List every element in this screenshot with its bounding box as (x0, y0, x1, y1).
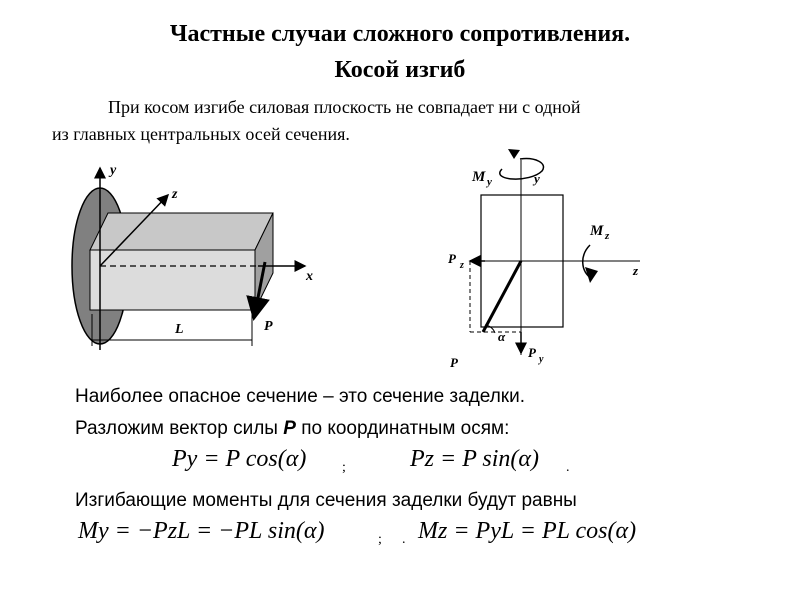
label-Mz: M (590, 223, 604, 239)
label-P-section: P (450, 355, 458, 370)
label-P: P (264, 319, 273, 334)
label-z-section: z (633, 263, 639, 278)
label-Pz: P (448, 251, 456, 266)
label-y-section: y (534, 171, 540, 186)
formula-Pz: Pz = P sin(α) (410, 446, 540, 472)
page-title: Частные случаи сложного сопротивления. (169, 21, 631, 47)
text-line-1: Наиболее опасное сечение – это сечение заделки. (75, 386, 526, 407)
label-z: z (172, 187, 178, 202)
formula-Mz: Mz = PyL = PL cos(α) (418, 518, 637, 544)
label-x: x (306, 269, 313, 284)
label-My: M (472, 169, 486, 185)
formula-1-end: . (566, 460, 570, 475)
formula-1-separator: ; (342, 460, 346, 475)
label-Py-sub: y (539, 354, 544, 365)
cross-section-diagram (430, 145, 670, 375)
formula-Py: Py = P cos(α) (172, 446, 307, 472)
label-Mz-sub: z (605, 230, 610, 242)
formula-2-dot: . (402, 532, 406, 547)
label-Pz-sub: z (460, 260, 464, 271)
label-alpha: α (498, 329, 506, 344)
intro-line-1: При косом изгибе силовая плоскость не совпадает ни с одной (108, 97, 581, 117)
force-P-line (483, 261, 521, 332)
beam-front-face (90, 250, 255, 310)
text-line-3: Изгибающие моменты для сечения заделки будут равны (75, 490, 577, 511)
formula-My: My = −PzL = −PL sin(α) (78, 518, 325, 544)
beam-top-face (90, 213, 273, 250)
label-Py: P (528, 345, 536, 360)
formula-2-separator: ; (378, 532, 382, 547)
text-line-2: Разложим вектор силы P по координатным осям: (75, 418, 510, 439)
label-L: L (175, 322, 184, 337)
label-y: y (110, 163, 117, 178)
page-subtitle: Косой изгиб (334, 57, 466, 83)
intro-line-2: из главных центральных осей сечения. (52, 124, 350, 144)
beam-diagram (0, 150, 400, 380)
label-My-sub: y (487, 176, 492, 188)
